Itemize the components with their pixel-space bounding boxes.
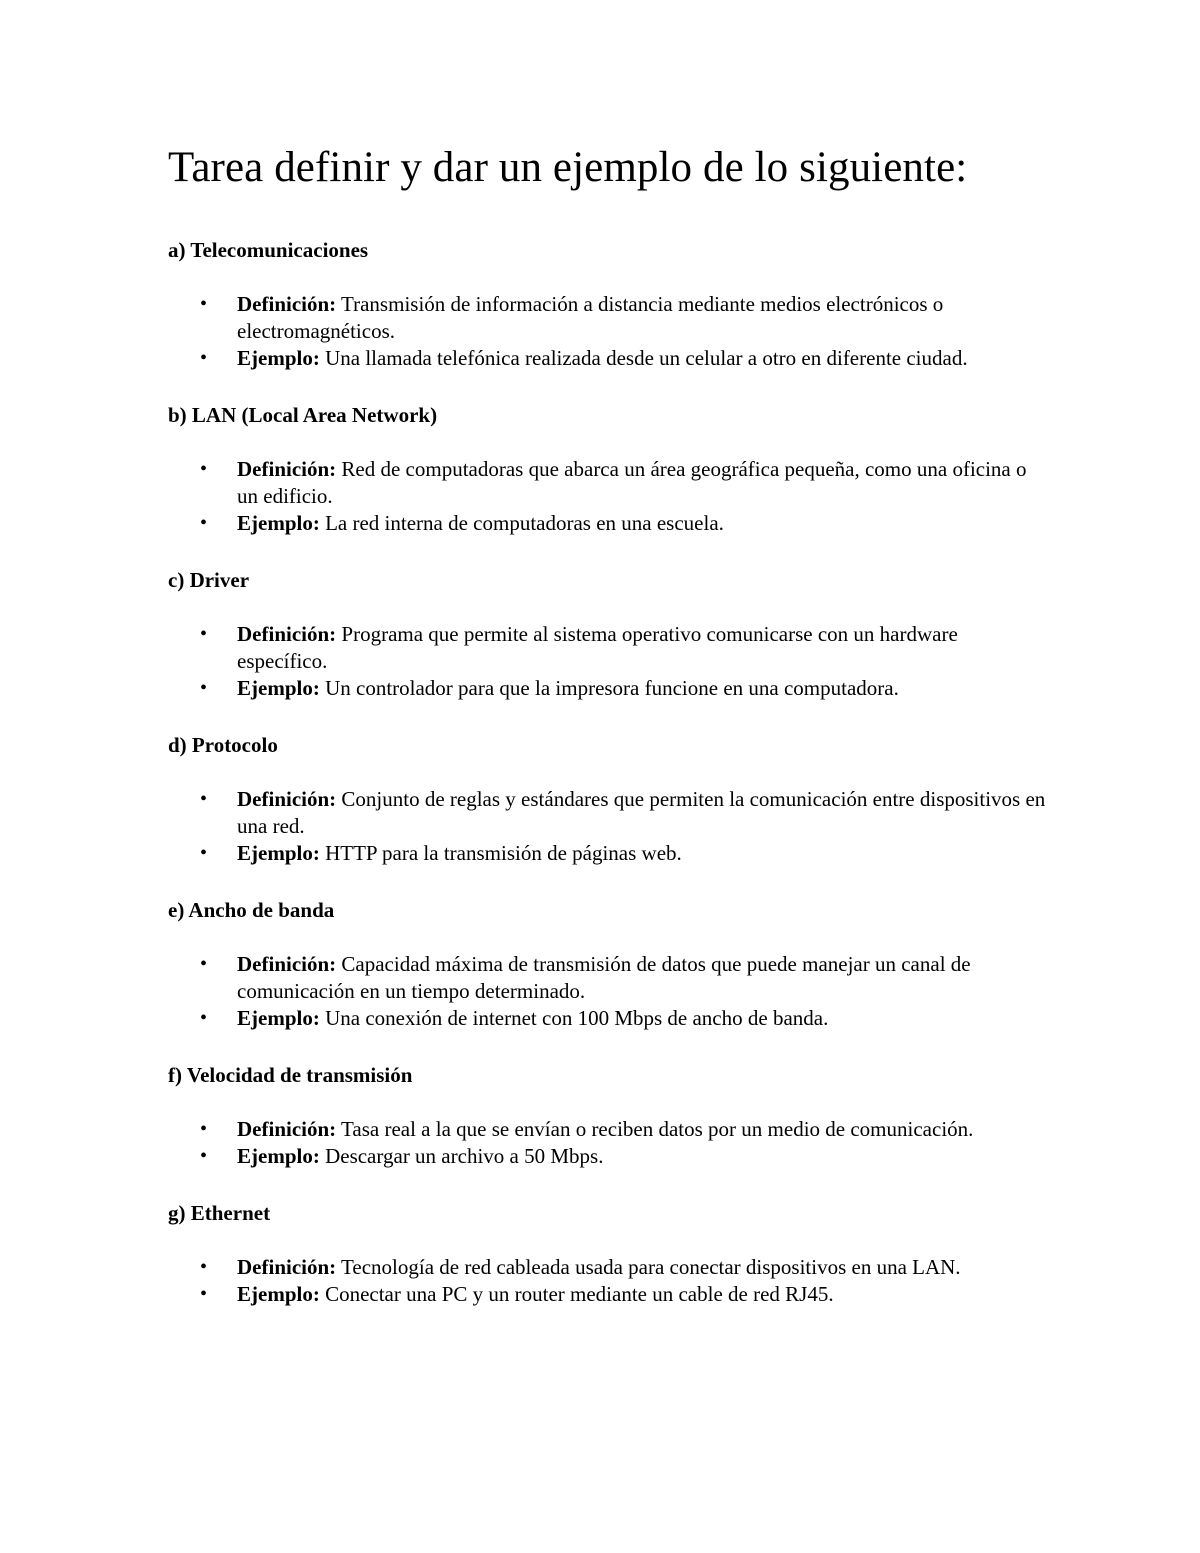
section-heading: f) Velocidad de transmisión	[168, 1063, 413, 1087]
item-label: Definición:	[237, 622, 337, 646]
section	[168, 236, 1048, 372]
section	[168, 896, 1048, 1032]
bullet-list	[168, 1116, 1048, 1170]
bullet-icon: •	[200, 1283, 208, 1305]
item-text: La red interna de computadoras en una escuela.	[325, 511, 724, 535]
item-label: Ejemplo:	[237, 1282, 320, 1306]
section-heading: a) Telecomunicaciones	[168, 238, 369, 262]
item-text: Un controlador para que la impresora funcione en una computadora.	[325, 676, 899, 700]
item-text: HTTP para la transmisión de páginas web.	[325, 841, 682, 865]
item-text: Red de computadoras que abarca un área geográfica pequeña, como una oficina o un edificio.	[237, 457, 1027, 508]
item-label: Ejemplo:	[237, 1006, 320, 1030]
section	[168, 1199, 1048, 1308]
list-item	[168, 621, 1048, 675]
bullet-icon: •	[200, 347, 208, 369]
bullet-icon: •	[200, 1007, 208, 1029]
section	[168, 401, 1048, 537]
section-heading: e) Ancho de banda	[168, 898, 335, 922]
bullet-icon: •	[200, 1256, 208, 1278]
bullet-icon: •	[200, 1118, 208, 1140]
section	[168, 731, 1048, 867]
list-item	[168, 345, 1048, 372]
item-label: Ejemplo:	[237, 1144, 320, 1168]
bullet-icon: •	[200, 788, 208, 810]
item-label: Definición:	[237, 787, 337, 811]
bullet-icon: •	[200, 293, 208, 315]
list-item	[168, 1143, 1048, 1170]
item-label: Definición:	[237, 1255, 337, 1279]
bullet-icon: •	[200, 512, 208, 534]
bullet-icon: •	[200, 953, 208, 975]
item-text: Una conexión de internet con 100 Mbps de ancho de banda.	[325, 1006, 829, 1030]
document-page	[168, 140, 1048, 1337]
list-item	[168, 1005, 1048, 1032]
list-item	[168, 1116, 1048, 1143]
list-item	[168, 456, 1048, 510]
bullet-list	[168, 1254, 1048, 1308]
item-text: Tasa real a la que se envían o reciben datos por un medio de comunicación.	[341, 1117, 974, 1141]
item-text: Programa que permite al sistema operativo comunicarse con un hardware específico.	[237, 622, 958, 673]
bullet-list	[168, 456, 1048, 537]
item-label: Ejemplo:	[237, 511, 320, 535]
item-label: Definición:	[237, 292, 337, 316]
page-title: Tarea definir y dar un ejemplo de lo siguiente:	[168, 144, 968, 191]
item-text: Una llamada telefónica realizada desde un celular a otro en diferente ciudad.	[325, 346, 968, 370]
item-text: Transmisión de información a distancia mediante medios electrónicos o electromagnéticos.	[237, 292, 944, 343]
bullet-list	[168, 291, 1048, 372]
section-heading: c) Driver	[168, 568, 250, 592]
bullet-icon: •	[200, 1145, 208, 1167]
list-item	[168, 291, 1048, 345]
bullet-list	[168, 951, 1048, 1032]
list-item	[168, 951, 1048, 1005]
item-label: Definición:	[237, 1117, 337, 1141]
bullet-icon: •	[200, 623, 208, 645]
section-heading: b) LAN (Local Area Network)	[168, 403, 438, 427]
bullet-icon: •	[200, 842, 208, 864]
section-heading: g) Ethernet	[168, 1201, 271, 1225]
bullet-icon: •	[200, 458, 208, 480]
list-item	[168, 786, 1048, 840]
list-item	[168, 1254, 1048, 1281]
bullet-list	[168, 786, 1048, 867]
list-item	[168, 675, 1048, 702]
item-text: Tecnología de red cableada usada para conectar dispositivos en una LAN.	[341, 1255, 961, 1279]
item-text: Conectar una PC y un router mediante un cable de red RJ45.	[325, 1282, 834, 1306]
item-label: Definición:	[237, 457, 337, 481]
section-heading: d) Protocolo	[168, 733, 278, 757]
item-label: Definición:	[237, 952, 337, 976]
section	[168, 566, 1048, 702]
list-item	[168, 840, 1048, 867]
item-label: Ejemplo:	[237, 346, 320, 370]
bullet-icon: •	[200, 677, 208, 699]
item-text: Capacidad máxima de transmisión de datos que puede manejar un canal de comunicación en un tiempo determinado.	[237, 952, 971, 1003]
list-item	[168, 510, 1048, 537]
list-item	[168, 1281, 1048, 1308]
item-label: Ejemplo:	[237, 841, 320, 865]
sections-container	[168, 236, 1048, 1308]
bullet-list	[168, 621, 1048, 702]
item-label: Ejemplo:	[237, 676, 320, 700]
section	[168, 1061, 1048, 1170]
item-text: Descargar un archivo a 50 Mbps.	[325, 1144, 604, 1168]
item-text: Conjunto de reglas y estándares que permiten la comunicación entre dispositivos en una red.	[237, 787, 1046, 838]
